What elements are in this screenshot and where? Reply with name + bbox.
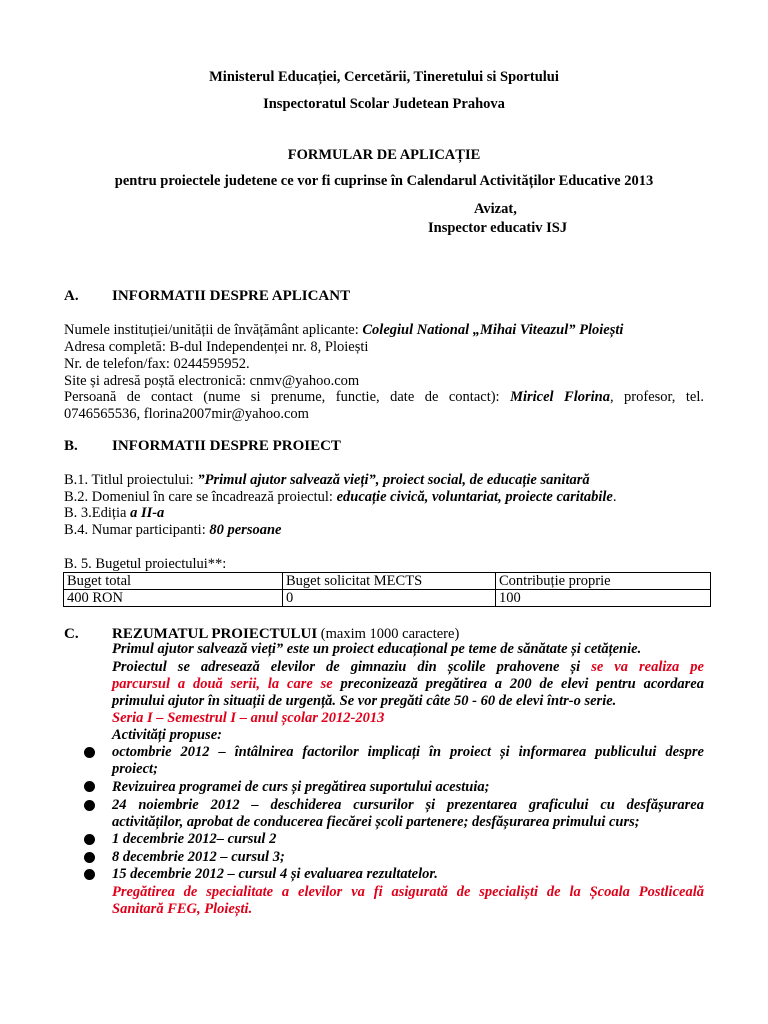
activity-item-3-cont: activităților, aprobat de conducerea fiecărei școli partenere; desfășurarea primului curs; bbox=[112, 814, 640, 830]
ministry-title: Ministerul Educației, Cercetării, Tineretului si Sportului bbox=[209, 69, 559, 85]
budget-header-total: Buget total bbox=[64, 573, 283, 590]
activity-item-3: 24 noiembrie 2012 – deschiderea cursurilor și prezentarea graficului cu desfășurarea bbox=[112, 797, 704, 813]
contact-line-2: 0746565536, florina2007mir@yahoo.com bbox=[64, 406, 309, 422]
site-line: Site și adresă poștă electronică: cnmv@yahoo.com bbox=[64, 373, 360, 389]
summary-p3b: preconizează pregătirea a 200 de elevi pentru acordarea bbox=[332, 676, 704, 692]
contact-line bbox=[64, 389, 704, 406]
closing-line-2: Sanitară FEG, Ploiești. bbox=[112, 901, 253, 917]
inspectorate-title: Inspectoratul Scolar Judetean Prahova bbox=[263, 96, 505, 112]
b3-label: B. 3.Ediția bbox=[64, 505, 131, 521]
bullet-icon bbox=[84, 866, 96, 878]
activity-item-1: octombrie 2012 – întâlnirea factorilor implicați în proiect și informarea publicului despre bbox=[112, 744, 704, 760]
activities-label: Activități propuse: bbox=[112, 727, 222, 743]
approval-label: Avizat, bbox=[474, 201, 517, 217]
activity-item-4: 1 decembrie 2012– cursul 2 bbox=[112, 831, 277, 847]
summary-p4: primului ajutor în situații de urgență. Se vor pregăti câte 50 - 60 de elevi într-o serie. bbox=[112, 693, 617, 709]
b5-line: B. 5. Bugetul proiectului**: bbox=[64, 556, 227, 572]
activity-item-5: 8 decembrie 2012 – cursul 3; bbox=[112, 849, 285, 865]
budget-header-own: Contribuție proprie bbox=[496, 573, 711, 590]
summary-p2b: se va realiza pe bbox=[591, 659, 704, 675]
summary-p3a: parcursul a două serii, la care se bbox=[112, 676, 333, 692]
b2-line bbox=[64, 489, 704, 506]
b4-label: B.4. Numar participanti: bbox=[64, 522, 210, 538]
section-a-letter: A. bbox=[64, 288, 79, 304]
b1-value: ”Primul ajutor salvează vieți”, proiect social, de educație sanitară bbox=[197, 472, 590, 488]
activity-item-2: Revizuirea programei de curs și pregătirea suportului acestuia; bbox=[112, 779, 490, 795]
summary-p1: Primul ajutor salvează vieți” este un proiect educațional pe teme de sănătate și cetățenie. bbox=[112, 641, 642, 657]
phone-line: Nr. de telefon/fax: 0244595952. bbox=[64, 356, 250, 372]
b1-line bbox=[64, 472, 704, 489]
institution-line bbox=[64, 322, 704, 339]
budget-value-requested: 0 bbox=[283, 590, 496, 607]
budget-header-requested: Buget solicitat MECTS bbox=[283, 573, 496, 590]
activity-item-1-cont: proiect; bbox=[112, 761, 158, 777]
section-a-heading bbox=[64, 287, 350, 305]
activity-item-6: 15 decembrie 2012 – cursul 4 și evaluarea rezultatelor. bbox=[112, 866, 438, 882]
section-c-title: REZUMATUL PROIECTULUI bbox=[112, 626, 318, 642]
budget-value-own: 100 bbox=[496, 590, 711, 607]
b3-line bbox=[64, 505, 704, 522]
series-line: Seria I – Semestrul I – anul școlar 2012-2013 bbox=[112, 710, 385, 726]
b4-line bbox=[64, 522, 704, 539]
approver-label: Inspector educativ ISJ bbox=[428, 220, 568, 236]
institution-label: Numele instituției/unității de învățământ aplicante: bbox=[64, 322, 363, 338]
section-b-heading bbox=[64, 437, 341, 455]
b4-value: 80 persoane bbox=[209, 522, 282, 538]
b2-end: . bbox=[612, 489, 617, 505]
summary-p2 bbox=[112, 659, 704, 676]
address-line: Adresa completă: B-dul Independenței nr. 8, Ploiești bbox=[64, 339, 369, 355]
contact-name: Miricel Florina bbox=[510, 389, 610, 405]
bullet-icon bbox=[84, 778, 96, 790]
b2-label: B.2. Domeniul în care se încadrează proiectul: bbox=[64, 489, 337, 505]
b3-value: a II-a bbox=[130, 505, 165, 521]
bullet-icon bbox=[84, 831, 96, 843]
section-c-letter: C. bbox=[64, 626, 79, 642]
summary-p3 bbox=[112, 676, 704, 693]
section-c-note: (maxim 1000 caractere) bbox=[317, 626, 460, 642]
budget-header-row bbox=[64, 573, 711, 590]
form-subtitle: pentru proiectele judetene ce vor fi cuprinse în Calendarul Activităților Educative 2013 bbox=[114, 173, 654, 189]
bullet-icon bbox=[84, 797, 96, 809]
bullet-icon bbox=[84, 744, 96, 756]
section-b-letter: B. bbox=[64, 438, 78, 454]
budget-table bbox=[63, 572, 711, 607]
b2-value: educație civică, voluntariat, proiecte caritabile bbox=[336, 489, 613, 505]
contact-label: Persoană de contact (nume si prenume, functie, date de contact): bbox=[64, 389, 511, 405]
form-title: FORMULAR DE APLICAȚIE bbox=[287, 147, 481, 163]
bullet-icon bbox=[84, 849, 96, 861]
contact-rest: , profesor, tel. bbox=[609, 389, 705, 405]
budget-value-row bbox=[64, 590, 711, 607]
budget-value-total: 400 RON bbox=[64, 590, 283, 607]
closing-line-1: Pregătirea de specialitate a elevilor va fi asigurată de specialiști de la Școala Postliceală bbox=[112, 884, 704, 900]
section-b-title: INFORMATII DESPRE PROIECT bbox=[112, 438, 341, 454]
b1-label: B.1. Titlul proiectului: bbox=[64, 472, 198, 488]
summary-p2a: Proiectul se adresează elevilor de gimnaziu din școlile prahovene și bbox=[112, 659, 592, 675]
section-a-title: INFORMATII DESPRE APLICANT bbox=[112, 288, 351, 304]
institution-value: Colegiul National „Mihai Viteazul” Ploiești bbox=[362, 322, 624, 338]
